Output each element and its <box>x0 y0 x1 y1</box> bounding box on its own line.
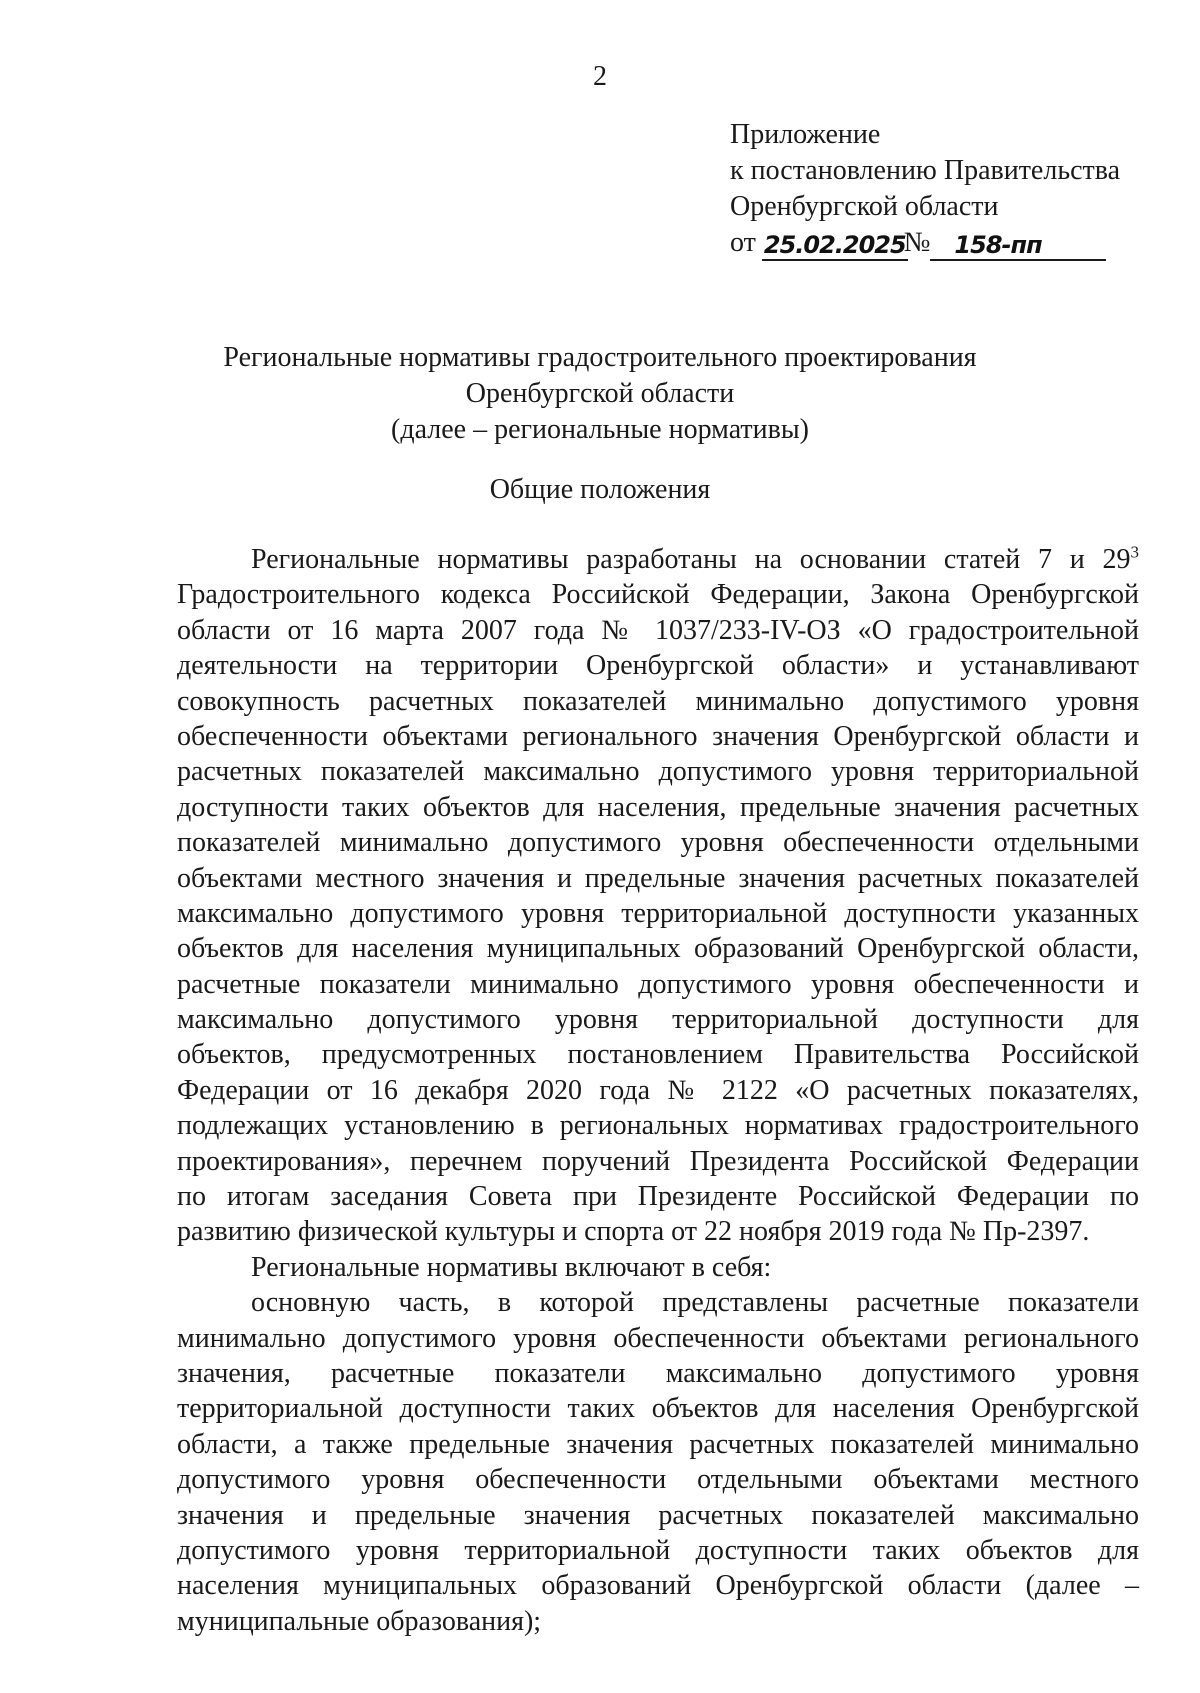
text-line: обеспеченности объектами регионального значения Оренбургской области и <box>177 720 1139 752</box>
appendix-block <box>730 117 1120 261</box>
paragraph-1-line-1 <box>177 542 1139 577</box>
body-text <box>177 542 1139 1639</box>
text-line: объектов для населения муниципальных образований Оренбургской области, <box>177 933 1139 965</box>
handwritten-number: 158-пп <box>930 231 1106 261</box>
text-line: максимально допустимого уровня территориальной доступности для <box>177 1004 1139 1036</box>
title-line-3: (далее – региональные нормативы) <box>391 414 809 445</box>
text-line: области от 16 марта 2007 года № 1037/233-IV-ОЗ «О градостроительной <box>177 614 1139 646</box>
text-line: развитию физической культуры и спорта от 22 ноября 2019 года № Пр-2397. <box>177 1216 1090 1248</box>
appendix-region: Оренбургской области <box>730 191 999 222</box>
section-heading: Общие положения <box>489 474 711 505</box>
text-line: минимально допустимого уровня обеспеченности объектами регионального <box>177 1322 1139 1354</box>
text-line: Градостроительного кодекса Российской Федерации, Закона Оренбургской <box>177 579 1139 611</box>
text-line: области, а также предельные значения расчетных показателей минимально <box>177 1428 1139 1460</box>
article-superscript: 3 <box>1130 542 1139 562</box>
paragraph-3-lines <box>177 1285 1139 1639</box>
handwritten-date: 25.02.2025 <box>763 231 906 259</box>
text-line: Федерации от 16 декабря 2020 года № 2122 «О расчетных показателях, <box>177 1074 1139 1106</box>
paragraph-1-lead-text: Региональные нормативы разработаны на основании статей 7 и 29 <box>251 544 1131 575</box>
page-number: 2 <box>593 61 607 92</box>
number-sign: № <box>903 227 931 258</box>
text-line: расчетных показателей максимально допустимого уровня территориальной <box>177 756 1139 788</box>
text-line: значения и предельные значения расчетных показателей максимально <box>177 1499 1139 1531</box>
appendix-date-number-row <box>730 225 1120 261</box>
text-line: доступности таких объектов для населения, предельные значения расчетных <box>177 791 1139 823</box>
title-line-2: Оренбургской области <box>465 378 735 409</box>
text-line: совокупность расчетных показателей минимально допустимого уровня <box>177 685 1139 717</box>
text-line: максимально допустимого уровня территориальной доступности указанных <box>177 897 1139 929</box>
appendix-label: Приложение <box>730 119 881 150</box>
appendix-from-label: от <box>730 227 756 258</box>
text-line: значения, расчетные показатели максимально допустимого уровня <box>177 1357 1139 1389</box>
appendix-resolution-ref: к постановлению Правительства <box>730 155 1121 186</box>
text-line: допустимого уровня территориальной доступности таких объектов для <box>177 1534 1139 1566</box>
paragraph-1-lines <box>177 577 1139 1249</box>
text-line: объектами местного значения и предельные значения расчетных показателей <box>177 862 1139 894</box>
text-line: проектирования», перечнем поручений Президента Российской Федерации <box>177 1145 1139 1177</box>
text-line: подлежащих установлению в региональных нормативах градостроительного <box>177 1110 1139 1142</box>
text-line: основную часть, в которой представлены расчетные показатели <box>251 1287 1139 1319</box>
text-line: расчетные показатели минимально допустимого уровня обеспеченности и <box>177 968 1139 1000</box>
text-line: объектов, предусмотренных постановлением Правительства Российской <box>177 1039 1139 1071</box>
text-line: деятельности на территории Оренбургской области» и устанавливают <box>177 650 1139 682</box>
text-line: по итогам заседания Совета при Президенте Российской Федерации по <box>177 1181 1139 1213</box>
text-line: территориальной доступности таких объектов для населения Оренбургской <box>177 1393 1139 1425</box>
text-line: допустимого уровня обеспеченности отдельными объектами местного <box>177 1464 1139 1496</box>
title-line-1: Региональные нормативы градостроительного проектирования <box>223 342 977 373</box>
text-line: показателей минимально допустимого уровня обеспеченности отдельными <box>177 827 1139 859</box>
document-title <box>0 340 1200 448</box>
paragraph-2: Региональные нормативы включают в себя: <box>251 1251 772 1283</box>
text-line: муниципальные образования); <box>177 1605 542 1637</box>
text-line: населения муниципальных образований Оренбургской области (далее – <box>177 1570 1139 1602</box>
